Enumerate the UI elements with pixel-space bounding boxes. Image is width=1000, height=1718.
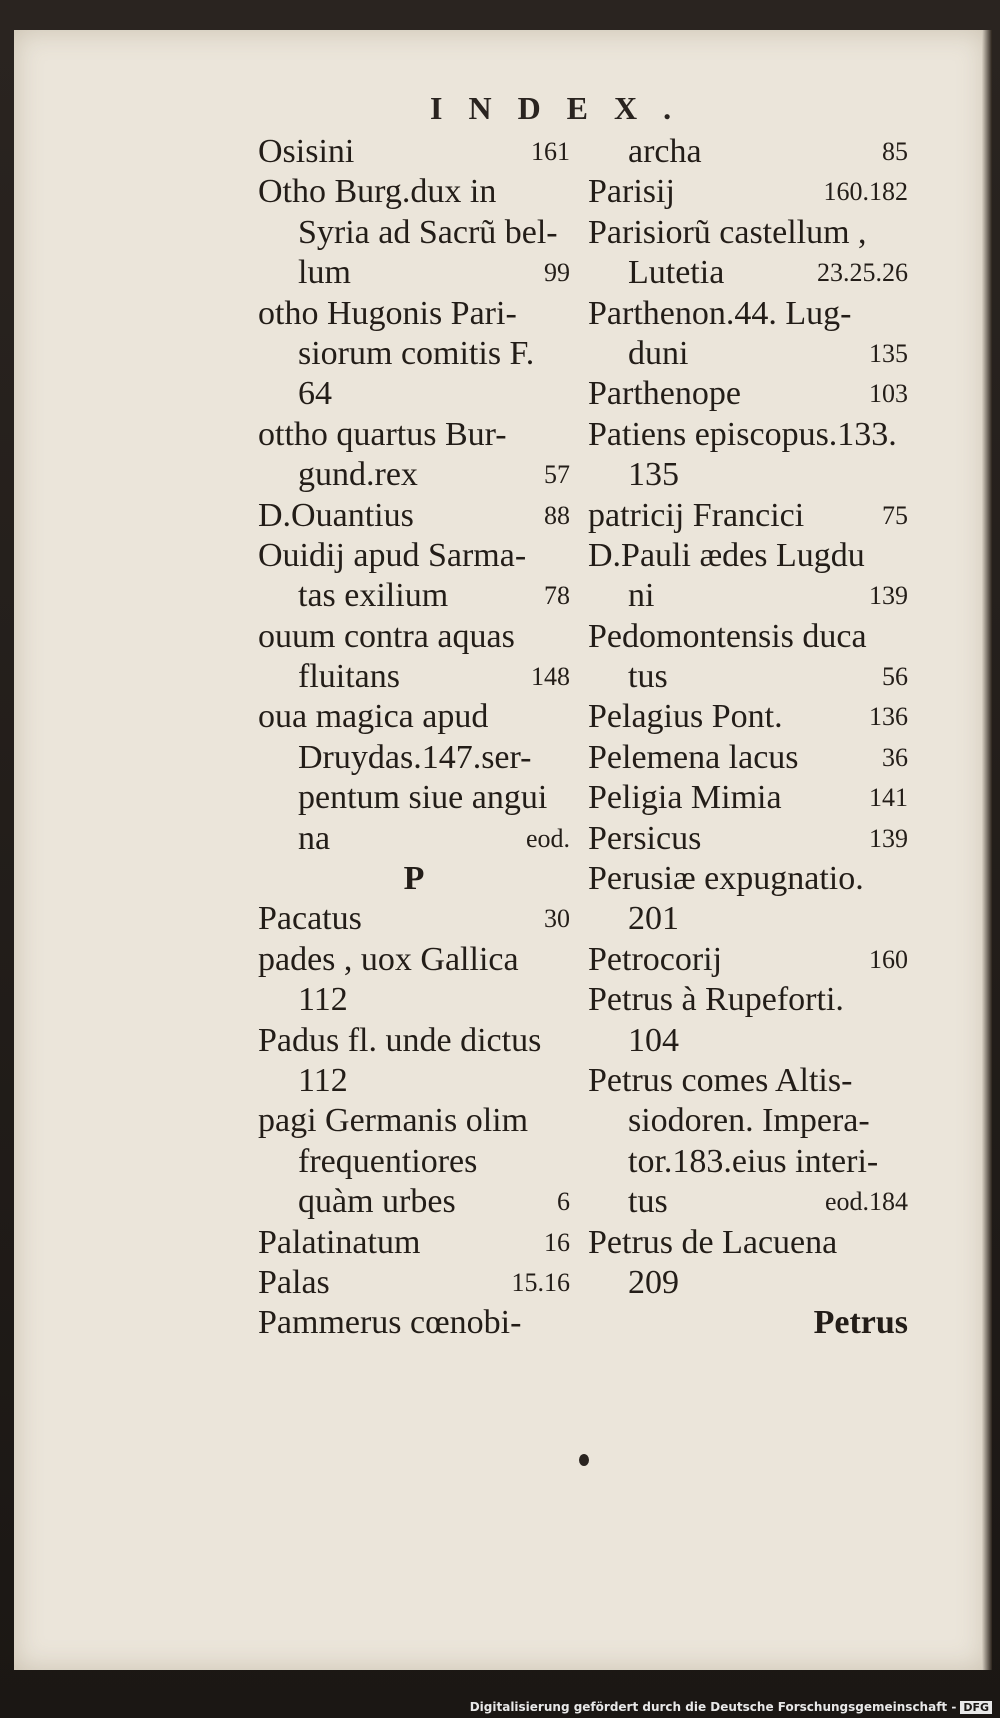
entry-text: ni [628,577,655,615]
page-number: 141 [869,783,908,813]
page-number: 6 [557,1187,570,1217]
entry-text: quàm urbes [298,1183,456,1221]
index-entry [258,617,570,657]
index-entry [588,213,908,253]
page-number: 160 [869,944,908,974]
page-number: 136 [869,702,908,732]
index-entry [258,899,570,939]
index-entry [588,415,908,455]
page-number: 23.25.26 [817,258,908,288]
entry-text: na [298,819,331,857]
entry-text: tor.183.eius interi- [628,1142,879,1180]
index-entry [258,576,570,616]
entry-text: fluitans [298,658,400,696]
entry-text: otho Hugonis Pari- [258,294,517,332]
page-number: 36 [882,742,908,772]
page-number: 56 [882,662,908,692]
page-number: 15.16 [511,1267,570,1297]
entry-text: D.Pauli ædes Lugdu [588,536,865,574]
page-number: 160.182 [823,177,908,207]
index-entry [258,657,570,697]
entry-text: Pacatus [258,900,362,938]
index-entry [258,1061,570,1101]
entry-text: siodoren. Impera- [628,1102,870,1140]
page-number: 135 [869,338,908,368]
index-entry [588,899,908,939]
entry-text: 64 [298,375,332,413]
entry-text: Petrus comes Altis- [588,1061,853,1099]
entry-text: 112 [298,981,348,1019]
index-entry [588,819,908,859]
index-entry [258,1142,570,1182]
entry-text: 112 [298,1061,348,1099]
entry-text: Parthenope [588,375,741,413]
entry-text: archa [628,133,702,170]
entry-text: Osisini [258,133,355,170]
index-entry [588,334,908,374]
index-entry [588,1101,908,1141]
entry-text: Palatinatum [258,1223,421,1261]
page-number: 148 [531,662,570,692]
index-entry [258,1182,570,1222]
index-entry [258,536,570,576]
index-entry [258,738,570,778]
entry-text: tus [628,1183,668,1221]
index-entry [588,1263,908,1303]
index-entry [258,294,570,334]
index-entry [588,294,908,334]
entry-text: 201 [628,900,679,938]
entry-text: Perusiæ expugnatio. [588,860,864,898]
entry-text: tus [628,658,668,696]
index-entry [588,778,908,818]
page-header: INDEX. [430,90,698,126]
page-number: 139 [869,581,908,611]
entry-text: Druydas.147.ser- [298,738,532,776]
footer-credit [470,1700,992,1714]
entry-text: Petrocorij [588,940,723,978]
footer-text: Digitalisierung gefördert durch die Deutsche Forschungsgemeinschaft - [469,1700,957,1714]
page-number: 57 [544,460,570,490]
entry-text: 104 [628,1021,679,1059]
section-letter [258,859,570,899]
index-entry [588,253,908,293]
entry-text: Patiens episcopus.133. [588,415,897,453]
entry-text: Petrus de Lacuena [588,1223,838,1261]
page-number: 75 [882,500,908,530]
index-entry [258,1263,570,1303]
index-entry [588,980,908,1020]
index-entry [258,778,570,818]
index-entry [588,1061,908,1101]
index-entry [258,1223,570,1263]
index-entry [258,374,570,414]
entry-text: Otho Burg.dux in [258,173,497,211]
index-entry [258,1101,570,1141]
index-entry [588,455,908,495]
index-entry [258,819,570,859]
index-entry [588,1021,908,1061]
page-number: 88 [544,500,570,530]
entry-text: Padus fl. unde dictus [258,1021,542,1059]
index-entry [258,415,570,455]
index-entry [588,576,908,616]
entry-text: ouum contra aquas [258,617,515,655]
index-entry [258,1303,570,1343]
index-entry [258,1021,570,1061]
index-column-right [588,132,908,1344]
entry-text: Palas [258,1263,330,1301]
entry-text: Pelemena lacus [588,738,799,776]
page-number: 103 [869,379,908,409]
entry-text: Pedomontensis duca [588,617,867,655]
entry-text: Parthenon.44. Lug- [588,294,852,332]
index-entry [588,536,908,576]
entry-text: Parisij [588,173,675,211]
entry-text: Ouidij apud Sarma- [258,536,527,574]
index-entry [588,1182,908,1222]
entry-text: Lutetia [628,254,725,292]
entry-text: lum [298,254,351,292]
entry-text: pagi Germanis olim [258,1102,529,1140]
entry-text: Parisiorũ castellum , [588,213,867,251]
page-number: 30 [544,904,570,934]
entry-text: siorum comitis F. [298,334,535,372]
page-number: eod.184 [824,1187,908,1217]
index-entry [588,940,908,980]
index-entry [258,334,570,374]
page-number: 161 [531,137,570,166]
index-entry [588,859,908,899]
index-entry [258,455,570,495]
page-number: eod. [525,823,570,853]
entry-text: frequentiores [298,1142,478,1180]
entry-text: Pelagius Pont. [588,698,783,736]
ink-dot [579,1454,589,1466]
index-entry [588,374,908,414]
entry-text: duni [628,334,689,372]
entry-text: Syria ad Sacrũ bel- [298,213,558,251]
index-entry [258,697,570,737]
entry-text: Petrus à Rupeforti. [588,981,844,1019]
entry-text: patricij Francici [588,496,805,534]
index-entry [258,940,570,980]
index-entry [588,172,908,212]
index-column-left [258,132,570,1344]
index-entry [588,738,908,778]
entry-text: 135 [628,456,679,494]
page-number: 85 [882,137,908,166]
index-entry [588,657,908,697]
entry-text: oua magica apud [258,698,489,736]
index-entry [588,132,908,172]
index-entry [588,1223,908,1263]
entry-text: 209 [628,1263,679,1301]
index-entry [588,496,908,536]
page-number: 99 [544,258,570,288]
index-entry [258,496,570,536]
catchword [588,1303,908,1343]
index-entry [258,253,570,293]
index-entry [258,213,570,253]
entry-text: gund.rex [298,456,418,494]
page-number: 78 [544,581,570,611]
entry-text: tas exilium [298,577,449,615]
entry-text: Persicus [588,819,702,857]
entry-text: Pammerus cœnobi- [258,1304,522,1342]
entry-text: pades , uox Gallica [258,940,519,978]
entry-text: Peligia Mimia [588,779,782,817]
index-entry [588,617,908,657]
entry-text: ottho quartus Bur- [258,415,507,453]
entry-text: D.Ouantius [258,496,414,534]
index-entry [588,697,908,737]
index-entry [588,1142,908,1182]
entry-text: pentum siue angui [298,779,548,817]
index-entry [258,132,570,172]
dfg-logo: DFG [960,1701,992,1714]
entry-text: Petrus [813,1304,908,1342]
page-edge [982,30,992,1670]
entry-text: P [403,860,425,898]
index-entry [258,980,570,1020]
index-entry [258,172,570,212]
page-number: 139 [869,823,908,853]
page-number: 16 [544,1227,570,1257]
